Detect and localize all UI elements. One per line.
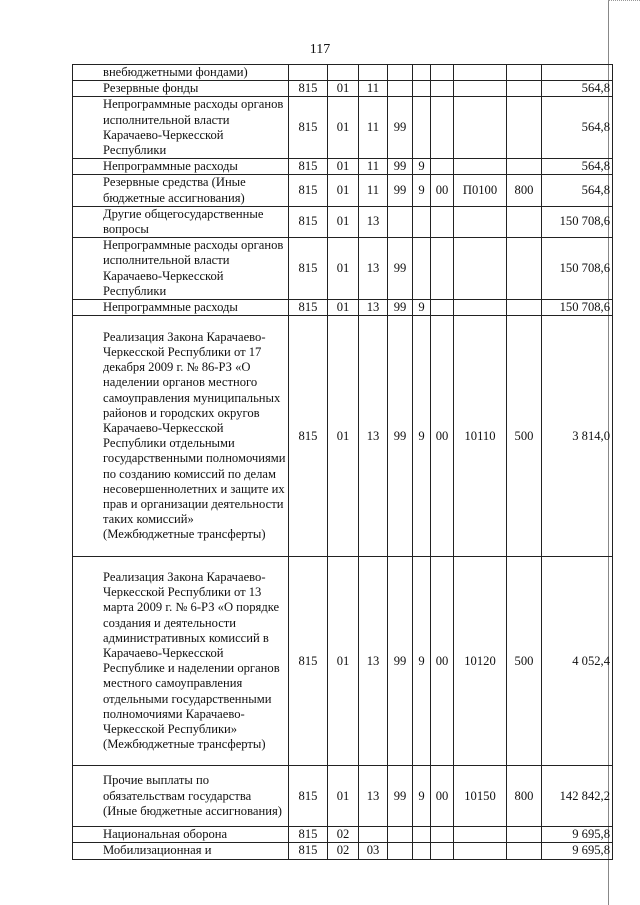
cell-main-event [431,206,454,237]
cell-direction: 10150 [454,766,507,827]
cell-program [388,827,413,843]
cell-name: Непрограммные расходы органов исполнительной власти Карачаево-Черкесской Республики [73,97,289,159]
cell-program [388,206,413,237]
cell-subsection: 11 [359,175,388,206]
cell-program: 99 [388,175,413,206]
cell-direction [454,65,507,81]
cell-name: Прочие выплаты по обязательствам государства (Иные бюджетные ассигнования) [73,766,289,827]
cell-name: Мобилизационная и [73,843,289,859]
cell-subsection [359,827,388,843]
cell-subprogram: 9 [413,300,431,316]
cell-section: 01 [328,238,359,300]
cell-expense-type [507,238,542,300]
cell-subprogram [413,206,431,237]
cell-direction [454,843,507,859]
cell-expense-type: 500 [507,316,542,557]
cell-sum [542,65,613,81]
cell-subprogram [413,97,431,159]
cell-sum: 9 695,8 [542,827,613,843]
cell-program: 99 [388,300,413,316]
cell-section: 01 [328,97,359,159]
cell-subsection: 13 [359,300,388,316]
cell-direction: П0100 [454,175,507,206]
cell-subprogram [413,827,431,843]
cell-program [388,81,413,97]
cell-subsection: 13 [359,238,388,300]
cell-program: 99 [388,316,413,557]
cell-program [388,65,413,81]
cell-subprogram: 9 [413,159,431,175]
page-number: 117 [309,42,331,57]
cell-name: Непрограммные расходы органов исполнительной власти Карачаево-Черкесской Республики [73,238,289,300]
table-row [73,206,613,237]
table-row [73,159,613,175]
cell-subsection: 13 [359,206,388,237]
cell-direction [454,300,507,316]
cell-main-event: 00 [431,316,454,557]
cell-program: 99 [388,97,413,159]
cell-program [388,843,413,859]
cell-main-event [431,65,454,81]
cell-subprogram [413,81,431,97]
cell-expense-type: 800 [507,175,542,206]
cell-name: внебюджетными фондами) [73,65,289,81]
table-row [73,843,613,859]
cell-main-event [431,97,454,159]
cell-ministry: 815 [289,175,328,206]
cell-program: 99 [388,238,413,300]
cell-ministry: 815 [289,843,328,859]
cell-sum: 564,8 [542,175,613,206]
table-row [73,97,613,159]
cell-direction [454,827,507,843]
cell-subsection: 11 [359,97,388,159]
cell-section: 02 [328,827,359,843]
cell-expense-type [507,827,542,843]
table-row [73,238,613,300]
cell-program: 99 [388,159,413,175]
table-row [73,81,613,97]
cell-expense-type [507,97,542,159]
cell-sum: 564,8 [542,97,613,159]
cell-direction [454,81,507,97]
cell-expense-type: 800 [507,766,542,827]
cell-subsection: 13 [359,557,388,766]
table-row [73,827,613,843]
cell-ministry: 815 [289,766,328,827]
cell-ministry: 815 [289,300,328,316]
cell-subsection: 13 [359,316,388,557]
cell-sum: 150 708,6 [542,206,613,237]
cell-expense-type [507,65,542,81]
table-row [73,557,613,766]
cell-ministry: 815 [289,827,328,843]
cell-program: 99 [388,557,413,766]
cell-sum: 4 052,4 [542,557,613,766]
cell-direction [454,97,507,159]
cell-name: Реализация Закона Карачаево-Черкесской Республики от 17 декабря 2009 г. № 86-РЗ «О наделении органов местного самоуправления муниципальных районов и городских округов Карачаево-Черкесской Республики отдельными государственными полномочиями по созданию комиссий по делам несовершеннолетних и защите их прав и организации деятельности таких комиссий» (Межбюджетные трансферты) [73,316,289,557]
cell-section: 01 [328,766,359,827]
cell-sum: 564,8 [542,159,613,175]
cell-ministry: 815 [289,206,328,237]
cell-main-event: 00 [431,766,454,827]
cell-section: 01 [328,300,359,316]
cell-direction: 10120 [454,557,507,766]
cell-main-event: 00 [431,557,454,766]
cell-section: 01 [328,316,359,557]
cell-subsection: 11 [359,81,388,97]
cell-main-event [431,827,454,843]
cell-ministry: 815 [289,557,328,766]
cell-sum: 564,8 [542,81,613,97]
cell-sum: 3 814,0 [542,316,613,557]
cell-name: Другие общегосударственные вопросы [73,206,289,237]
cell-name: Непрограммные расходы [73,159,289,175]
cell-subprogram: 9 [413,175,431,206]
cell-expense-type [507,843,542,859]
page-edge-mark [608,0,640,2]
cell-program: 99 [388,766,413,827]
cell-subprogram: 9 [413,766,431,827]
cell-sum: 142 842,2 [542,766,613,827]
cell-name: Резервные фонды [73,81,289,97]
budget-table [72,64,613,860]
cell-ministry: 815 [289,159,328,175]
cell-main-event [431,81,454,97]
cell-main-event [431,238,454,300]
table-row [73,300,613,316]
cell-section: 01 [328,175,359,206]
cell-subprogram: 9 [413,316,431,557]
cell-section: 01 [328,81,359,97]
cell-main-event [431,159,454,175]
cell-expense-type [507,159,542,175]
cell-subprogram [413,843,431,859]
cell-direction [454,159,507,175]
cell-expense-type [507,81,542,97]
cell-expense-type: 500 [507,557,542,766]
cell-sum: 150 708,6 [542,238,613,300]
cell-subsection [359,65,388,81]
cell-subprogram: 9 [413,557,431,766]
cell-ministry: 815 [289,81,328,97]
cell-direction: 10110 [454,316,507,557]
cell-subsection: 03 [359,843,388,859]
cell-section: 01 [328,159,359,175]
cell-ministry: 815 [289,238,328,300]
cell-direction [454,238,507,300]
cell-ministry [289,65,328,81]
cell-name: Национальная оборона [73,827,289,843]
cell-ministry: 815 [289,97,328,159]
budget-table-body [73,65,613,860]
cell-subprogram [413,238,431,300]
cell-sum: 9 695,8 [542,843,613,859]
cell-main-event [431,843,454,859]
table-row [73,65,613,81]
cell-expense-type [507,206,542,237]
cell-section [328,65,359,81]
cell-sum: 150 708,6 [542,300,613,316]
cell-name: Непрограммные расходы [73,300,289,316]
cell-main-event [431,300,454,316]
cell-ministry: 815 [289,316,328,557]
cell-main-event: 00 [431,175,454,206]
cell-expense-type [507,300,542,316]
cell-subprogram [413,65,431,81]
table-row [73,316,613,557]
cell-section: 01 [328,206,359,237]
table-row [73,766,613,827]
cell-name: Реализация Закона Карачаево-Черкесской Республики от 13 марта 2009 г. № 6-РЗ «О порядке создания и деятельности административных комиссий в Карачаево-Черкесской Республике и наделении органов местного самоуправления отдельными государственными полномочиями Карачаево-Черкесской Республики» (Межбюджетные трансферты) [73,557,289,766]
cell-subsection: 13 [359,766,388,827]
cell-section: 02 [328,843,359,859]
cell-section: 01 [328,557,359,766]
cell-subsection: 11 [359,159,388,175]
table-row [73,175,613,206]
cell-direction [454,206,507,237]
cell-name: Резервные средства (Иные бюджетные ассигнования) [73,175,289,206]
